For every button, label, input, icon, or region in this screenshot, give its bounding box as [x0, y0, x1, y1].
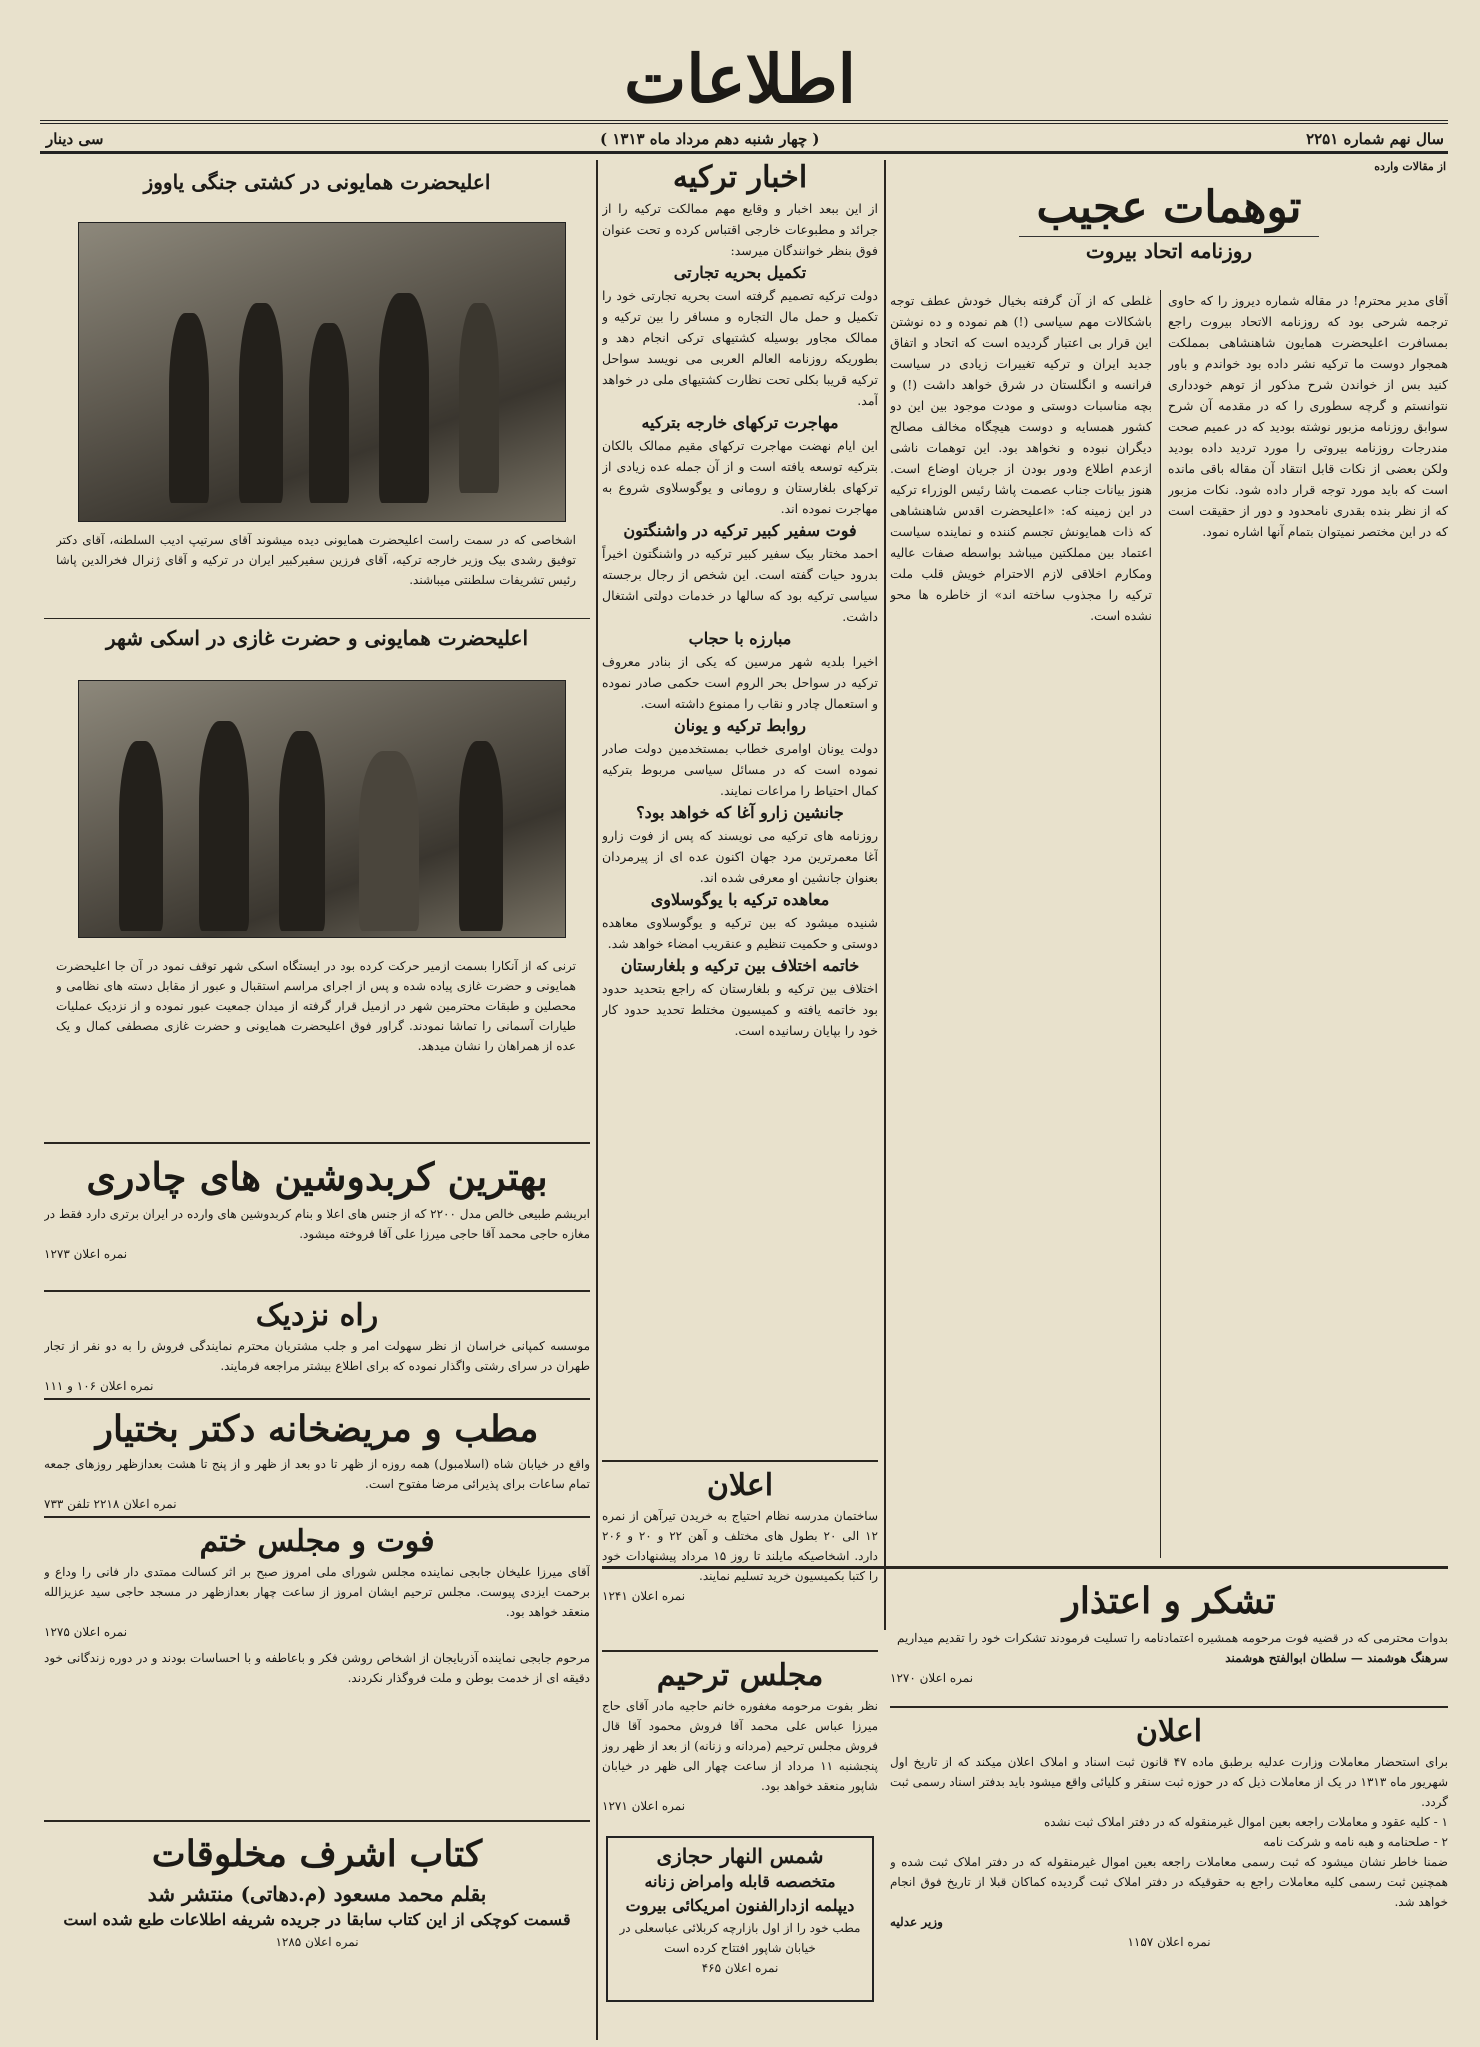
ad-death-text-2: مرحوم جابجی نماینده آذربایجان از اشخاص روشن فکر و باعاطفه و با احساسات بودند و در دوره زندگانی خود دقیقه ای از خدمت بوطن و ملت فروگذار نکردند. — [44, 1651, 590, 1685]
news-item-text: اختلاف بین ترکیه و بلغارستان که راجع بتحدید حدود بود خاتمه یافته و کمیسیون مختلط تحدید حدود کار خود را بپایان رسانیده است. — [602, 981, 878, 1038]
turkey-news-intro: از این ببعد اخبار و وقایع مهم ممالکت ترکیه را از جرائد و مطبوعات خارجی اقتباس کرده و تحت عنوان فوق بنظر خوانندگان میرسد: — [602, 201, 878, 258]
news-item — [602, 801, 878, 888]
ad-clinic-number: نمره اعلان ۲۲۱۸ تلفن ۷۳۳ — [44, 1497, 177, 1511]
masthead — [0, 34, 1480, 124]
editorial-col-2: غلطی که از آن گرفته بخیال خودش عطف توجه باشکالات مهم سیاسی (!) هم نموده و ده نوشتن این قرار بی اعتبار گردیده است که اتحاد و اتفاق جدید ایران و ترکیه تغییرات زیادی در سیاست فرانسه و انگلستان در شرق خواهد داشت (!) و بچه مناسبات دوستی و مودت موجود بین این دو کشور همسایه و دوست هیچگاه مخالف مصالح دیگران نبوده و نخواهد بود. این توهمات ناشی ازعدم اطلاع ودور بودن از جریان اوضاع است. هنوز بیانات جناب عصمت پاشا رئیس الوزراء ترکیه در این زمینه که: «اعلیحضرت اقدس شاهنشاهی که ذات همایونش تجسم کننده و نماینده سیاست اعتماد بین مملکتین میباشد بواسطه صفات عالیه ومکارم اخلاقی لازم الاحترام خویش قلب ملت ترکیه را مجذوب ساخته اند» از خاطره ها محو نشده است. — [890, 293, 1152, 623]
news-item — [602, 714, 878, 801]
ad-chador-text: ابریشم طبیعی خالص مدل ۲۲۰۰ که از جنس های اعلا و بنام کربدوشین های وارده در ایران برتری دارد فقط در مغازه حاجی محمد آقا حاجی میرزا علی آقا فروخته میشود. — [44, 1207, 590, 1241]
ad-notice-number: نمره اعلان ۱۱۵۷ — [1127, 1935, 1211, 1949]
rule — [602, 1460, 878, 1462]
ad-chador-title: بهترین کربدوشین های چادری — [86, 1154, 548, 1199]
ad-notice-text: برای استحضار معاملات وزارت عدلیه برطبق ماده ۴۷ قانون ثبت اسناد و املاک اعلان میکند که از تاریخ اول شهریور ماه ۱۳۱۳ در یک از معاملات ذیل که در حوزه ثبت سنقر و کلیائی واقع میشود باید بدفتر اسناد رسمی ثبت گردد. — [890, 1755, 1448, 1809]
ad-midwife-line-1: متخصصه قابله وامراض زنانه — [644, 1872, 836, 1891]
news-item — [602, 954, 878, 1041]
news-item-text: شنیده میشود که بین ترکیه و یوگوسلاوی معاهده دوستی و حکمیت تنظیم و عنقریب امضاء خواهد شد. — [602, 915, 878, 951]
figure — [239, 303, 283, 503]
figure — [379, 293, 429, 503]
ad-death-text: آقای میرزا علیخان جابجی نماینده مجلس شورای ملی امروز صبح بر اثر کسالت ممتدی دار فانی را وداع و برحمت ایزدی پیوست. مجلس ترحیم ایشان امروز از ساعت چهار بعدازظهر در مسجد حاجی سید عزیزالله منعقد خواهد بود. — [44, 1565, 590, 1619]
rule — [44, 1142, 590, 1144]
ad-notice-text-2: ضمنا خاطر نشان میشود که ثبت رسمی معاملات راجعه بعین اموال غیرمنقوله که در دفتر املاک ثبت شده و همچنین ثبت رسمی کلیه معاملات راجع به حقوقیکه در دفتر املاک ثبت گردیده کماکان قبلا از تاریخ فوق انجام خواهد شد. — [890, 1855, 1448, 1909]
column-rule — [1160, 290, 1161, 1558]
photo-1-title: اعلیحضرت همایونی در کشتی جنگی یاووز — [143, 170, 491, 194]
photo-battleship — [78, 222, 566, 522]
rule — [44, 1820, 590, 1822]
news-item-text: اخیرا بلدیه شهر مرسین که یکی از بنادر معروف ترکیه در سواحل بحر الروم است حکمی صادر نموده و استعمال چادر و نقاب را ممنوع داشته است. — [602, 654, 878, 711]
ad-tarhim-title: مجلس ترحیم — [656, 1658, 824, 1693]
ad-clinic-text: واقع در خیابان شاه (اسلامبول) همه روزه از ظهر تا دو بعد از ظهر و از پنج تا هشت بعدازظهر روزهای جمعه تمام ساعات برای پذیرائی مرضا مفتوح است. — [44, 1457, 590, 1491]
figure — [459, 741, 503, 931]
turkey-news-title: اخبار ترکیه — [672, 160, 808, 195]
ad-school-text: ساختمان مدرسه نظام احتیاج به خریدن تیرآهن از نمره ۱۲ الی ۲۰ بطول های مختلف و آهن ۲۲ و ۲۰ و ۲۰۶ دارد. اشخاصیکه مایلند تا روز ۱۵ مرداد پیشنهادات خود را کتبا بکمیسیون خرید تسلیم نمایند. — [602, 1509, 878, 1583]
editorial-title: توهمات عجیب — [1036, 182, 1302, 233]
ad-road-title: راه نزدیک — [255, 1298, 379, 1333]
ad-chador-number: نمره اعلان ۱۲۷۳ — [44, 1247, 128, 1261]
ad-thanks-names: سرهنگ هوشمند — سلطان ابوالفتح هوشمند — [1225, 1651, 1448, 1665]
ad-thanks-title: تشکر و اعتذار — [1062, 1580, 1276, 1622]
rule — [602, 1566, 1448, 1569]
ad-tarhim-number: نمره اعلان ۱۲۷۱ — [602, 1799, 686, 1813]
ad-book-number: نمره اعلان ۱۲۸۵ — [275, 1935, 359, 1949]
figure — [309, 323, 349, 503]
ad-notice-item: ۱ - کلیه عقود و معاملات راجعه بعین اموال غیرمنقوله که در دفتر املاک ثبت نشده — [1043, 1815, 1448, 1829]
news-item — [602, 411, 878, 519]
editorial-header — [890, 180, 1448, 280]
ad-book-title: کتاب اشرف مخلوقات — [151, 1833, 483, 1875]
news-item-title: جانشین زارو آغا که خواهد بود؟ — [636, 803, 844, 822]
news-item-text: دولت ترکیه تصمیم گرفته است بحریه تجارتی خود را تکمیل و حمل مال التجاره و مسافر را بین ترکیه و ممالک مجاور بوسیله کشتیهای ترکی انجام دهد و بطوریکه روزنامه العالم العربی می نویسد سواحل ترکیه قریبا بکلی تحت نظارت کشتیهای ملی در خواهد آمد. — [602, 288, 878, 408]
ad-thanks-number: نمره اعلان ۱۲۷۰ — [890, 1671, 974, 1685]
rule — [890, 1706, 1448, 1708]
news-item — [602, 261, 878, 411]
issue-date: ( چهار شنبه دهم مرداد ماه ۱۳۱۳ ) — [600, 130, 820, 148]
figure — [169, 313, 209, 503]
ad-death-number: نمره اعلان ۱۲۷۵ — [44, 1625, 128, 1639]
figure — [199, 721, 249, 931]
photo-2-caption: ترنی که از آنکارا بسمت ازمیر حرکت کرده بود در ایستگاه اسکی شهر توقف نمود در آن جا اعلیحضرت همایونی و حضرت غازی پیاده شده و پس از اجرای مراسم استقبال و عبور از مقابل دسته های نظامی و محصلین و طبقات محترمین شهر در ازمیل قرار گرفته از میدان جمعیت عبور نموده و از نزدیک عملیات طیارات آسمانی را تماشا نمودند. گراور فوق اعلیحضرت همایونی و حضرت غازی مصطفی کمال و یک عده از همراهان را نشان میدهد. — [56, 959, 576, 1053]
newspaper-title: اطلاعات — [624, 40, 856, 118]
ad-school — [602, 1466, 878, 1644]
news-item — [602, 627, 878, 714]
news-item-title: معاهده ترکیه با یوگوسلاوی — [650, 890, 830, 909]
price: سی دینار — [46, 130, 104, 148]
turkey-news — [602, 158, 878, 1608]
figure — [279, 731, 325, 931]
dateline — [40, 120, 1448, 154]
ad-tarhim — [602, 1656, 878, 1826]
ad-death-title: فوت و مجلس ختم — [199, 1524, 435, 1559]
news-item-title: روابط ترکیه و یونان — [673, 716, 807, 735]
column-rule — [884, 160, 886, 1630]
rule — [602, 1650, 878, 1652]
ad-midwife-title: شمس النهار حجازی — [656, 1844, 824, 1868]
ad-chador — [44, 1150, 590, 1282]
news-item-text: روزنامه های ترکیه می نویسند که پس از فوت زارو آغا معمرترین مرد جهان اکنون عده ای از پیرمردان بعنوان جانشین او معرفی شده اند. — [602, 828, 878, 885]
editorial-subtitle: روزنامه اتحاد بیروت — [1019, 236, 1319, 265]
ad-midwife — [606, 1836, 874, 2002]
ad-book — [44, 1828, 590, 2028]
rule — [44, 1398, 590, 1400]
news-item-text: این ایام نهضت مهاجرت ترکهای مقیم ممالک بالکان بترکیه توسعه یافته است و از آن جمله عده زیادی از ترکهای بلغارستان و رومانی و یوگوسلاوی شروع به مهاجرت نموده اند. — [602, 438, 878, 516]
ad-school-title: اعلان — [706, 1468, 774, 1503]
figure — [359, 751, 419, 931]
ad-death — [44, 1522, 590, 1814]
news-item-text: احمد مختار بیک سفیر کبیر ترکیه در واشنگتون اخیراً بدرود حیات گفته است. این شخص از رجال برجسته سیاسی ترکیه بود که سالها در خدمات دولتی اشتغال داشت. — [602, 546, 878, 624]
figure — [459, 303, 499, 493]
news-item-text: دولت یونان اوامری خطاب بمستخدمین دولت صادر نموده است که در مسائل سیاسی مربوط بترکیه کمال احتیاط را مراعات نمایند. — [602, 741, 878, 798]
photo-1-caption: اشخاصی که در سمت راست اعلیحضرت همایونی دیده میشوند آقای سرتیپ ادیب السلطنه، آقای دکتر توفیق رشدی بیک وزیر خارجه ترکیه، آقای فرزین سفیرکبیر ایران در ترکیه و آقای ژنرال فخرالدین پاشا رئیس تشریفات سلطنتی میباشند. — [56, 533, 576, 587]
editorial-col-1: آقای مدیر محترم! در مقاله شماره دیروز را که حاوی ترجمه شرحی بود که روزنامه الاتحاد بیروت راجع بمسافرت اعلیحضرت همایون شاهنشاهی بمملکت همجوار دوست ما ترکیه نشر داده بود خواندم و باور کنید بس از خواندن شرح مذکور از توهم خودداری نتوانستم و گرچه سطوری را که در مقدمه آن شرح سوابق روزنامه مزبور نوشته بودید که در عمیم صحت مندرجات روزنامه بیروتی را مورد تردید داده بودید ولکن بعضی از نکات قابل انتقاد آن مقاله باقی مانده است که باید مورد توجه قرار داده شود. نکات مزبور که از نظر بنده بقدری نامحدود و دور از حقیقت است که در این مختصر نمیتوان بتمام آنها اشاره نمود. — [1168, 293, 1448, 539]
ad-book-author: بقلم محمد مسعود (م.دهاتی) منتشر شد — [147, 1882, 487, 1906]
news-item-title: مبارزه با حجاب — [688, 629, 792, 648]
ad-road-number: نمره اعلان ۱۰۶ و ۱۱۱ — [44, 1379, 154, 1393]
news-item-title: مهاجرت ترکهای خارجه بترکیه — [641, 413, 839, 432]
section-label: از مقالات وارده — [1374, 160, 1446, 173]
ad-clinic-title: مطب و مریضخانه دکتر بختیار — [95, 1408, 539, 1450]
news-item — [602, 888, 878, 954]
rule — [44, 618, 590, 619]
news-item-title: خاتمه اختلاف بین ترکیه و بلغارستان — [620, 956, 860, 975]
rule — [44, 1516, 590, 1518]
news-item-title: فوت سفیر کبیر ترکیه در واشنگتون — [623, 521, 857, 540]
photo-eskisehir — [78, 680, 566, 938]
ad-clinic — [44, 1404, 590, 1512]
ad-book-subtitle: قسمت کوچکی از این کتاب سابقا در جریده شریفه اطلاعات طبع شده است — [63, 1910, 571, 1929]
ad-notice-title: اعلان — [1135, 1714, 1203, 1749]
photo-2-title: اعلیحضرت همایونی و حضرت غازی در اسکی شهر — [105, 626, 529, 650]
news-item-title: تکمیل بحریه تجارتی — [673, 263, 807, 282]
ad-road — [44, 1296, 590, 1394]
ad-thanks-text: بدوات محترمی که در قضیه فوت مرحومه همشیره اعتمادنامه را تسلیت فرمودند تشکرات خود را تقدیم میداریم — [897, 1631, 1448, 1645]
ad-school-number: نمره اعلان ۱۲۴۱ — [602, 1589, 686, 1603]
ad-notice-signature: وزیر عدلیه — [890, 1915, 943, 1929]
ad-midwife-number: نمره اعلان ۴۶۵ — [701, 1961, 779, 1975]
ad-road-text: موسسه کمپانی خراسان از نظر سهولت امر و جلب مشتریان محترم نمایندگی فروش را به دو نفر از تجار طهران در سرای رشتی واگذار نموده که برای اطلاع بیشتر مراجعه فرمایند. — [44, 1339, 590, 1373]
issue-number: سال نهم شماره ۲۲۵۱ — [1306, 130, 1444, 148]
figure — [119, 741, 163, 931]
ad-thanks — [890, 1574, 1448, 1700]
news-item — [602, 519, 878, 627]
rule — [44, 1290, 590, 1292]
ad-tarhim-text: نظر بفوت مرحومه مغفوره خانم حاجیه مادر آقای حاج میرزا عباس علی محمد آقا فروش محمود آقا قال فروش مجلس ترحیم (مردانه و زنانه) از بعد از ظهر روز پنجشنبه ۱۱ مرداد از ساعت چهار الی ظهر در خیابان شاپور منعقد خواهد بود. — [602, 1699, 878, 1793]
ad-notice — [890, 1712, 1448, 2028]
ad-midwife-line-2: دیپلمه ازدارالفنون امریکائی بیروت — [625, 1896, 855, 1915]
ad-midwife-text: مطب خود را از اول بازارچه کربلائی عباسعلی در خیابان شاپور افتتاح کرده است — [619, 1921, 861, 1955]
ad-notice-item: ۲ - صلحنامه و هبه نامه و شرکت نامه — [1263, 1835, 1448, 1849]
column-rule — [596, 160, 598, 2040]
